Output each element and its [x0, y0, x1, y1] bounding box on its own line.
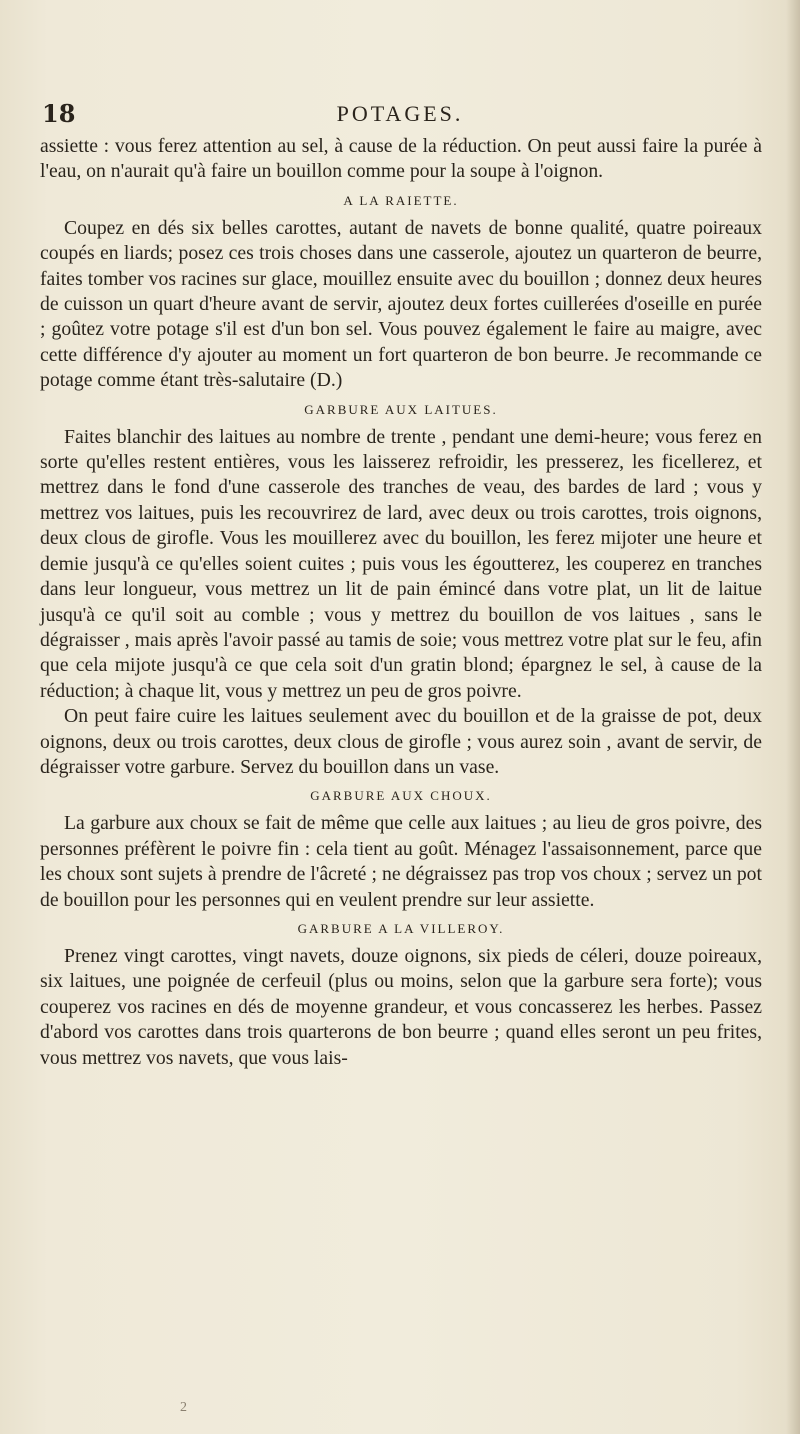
recipe-paragraph: Coupez en dés six belles carottes, autant de navets de bonne qualité, quatre poireaux coupés en liards; posez ces trois choses dans une casserole, ajoutez un quarteron de beurre, faites tomber vos racines sur glace, mouillez ensuite avec du bouillon ; donnez deux heures de cuisson un quart d'heure avant de servir, ajoutez deux fortes cuillerées d'oseille en purée ; goûtez votre potage s'il est d'un bon sel. Vous pouvez également le faire au maigre, avec cette différence d'y ajouter au moment un fort quarteron de bon beurre. Je recommande ce potage comme étant très-salutaire (D.) — [40, 216, 762, 392]
page-edge-shadow — [786, 0, 800, 1434]
recipe-heading-garbure-villeroy: GARBURE A LA VILLEROY. — [297, 920, 505, 936]
recipe-paragraph: On peut faire cuire les laitues seulement avec du bouillon et de la graisse de pot, deux oignons, deux ou trois carottes, deux clous de girofle ; vous aurez soin , avant de servir, de dégraisser votre garbure. Servez du bouillon dans un vase. — [40, 705, 762, 778]
page-body — [40, 134, 762, 1071]
recipe-heading-garbure-choux: GARBURE AUX CHOUX. — [310, 788, 492, 804]
page-number: 18 — [42, 99, 76, 128]
signature-mark: 2 — [180, 1400, 190, 1415]
continuation-paragraph: assiette : vous ferez attention au sel, à cause de la réduction. On peut aussi faire la purée à l'eau, on n'aurait qu'à faire un bouillon comme pour la soupe à l'oignon. — [40, 135, 762, 183]
recipe-paragraph: Prenez vingt carottes, vingt navets, douze oignons, six pieds de céleri, douze poireaux, six laitues, une poignée de cerfeuil (plus ou moins, selon que la garbure sera forte); vous couperez vos racines en dés de moyenne grandeur, et vous concasserez les herbes. Passez d'abord vos carottes dans trois quarterons de bon beurre ; quand elles seront un peu frites, vous mettrez vos navets, que vous lais- — [40, 944, 762, 1069]
recipe-paragraph: La garbure aux choux se fait de même que celle aux laitues ; au lieu de gros poivre, des personnes préfèrent le poivre fin : cela tient au goût. Ménagez l'assaisonnement, parce que les choux sont sujets à prendre de l'âcreté ; ne dégraissez pas trop vos choux ; servez un pot de bouillon pour les personnes qui en veulent prendre sur leur assiette. — [40, 812, 762, 911]
running-title: POTAGES. — [336, 101, 464, 126]
recipe-paragraph: Faites blanchir des laitues au nombre de trente , pendant une demi-heure; vous ferez en sorte qu'elles restent entières, vous les laisserez refroidir, les presserez, les ficellerez, et mettrez dans le fond d'une casserole des tranches de veau, des bardes de lard ; vous y mettrez vos laitues, puis les recouvrirez de lard, avec deux ou trois carottes, trois oignons, deux clous de girofle. Vous les mouillerez avec du bouillon, les ferez mijoter une heure et demie jusqu'à ce qu'elles soient cuites ; puis vous les égoutterez, les couperez en tranches dans leur longueur, vous mettrez un lit de pain émincé dans votre plat, un lit de laitue jusqu'à ce qu'il soit au comble ; vous y mettrez du bouillon de vos laitues , sans le dégraisser , mais après l'avoir passé au tamis de soie; vous mettrez votre plat sur le feu, afin que cela mijote jusqu'à ce que cela soit d'un gratin blond; épargnez le sel, à cause de la réduction; à chaque lit, vous y mettrez un peu de gros poivre. — [40, 425, 762, 702]
recipe-heading-raiette: A LA RAIETTE. — [343, 192, 459, 208]
page-header — [42, 99, 758, 133]
recipe-heading-garbure-laitues: GARBURE AUX LAITUES. — [304, 401, 498, 417]
